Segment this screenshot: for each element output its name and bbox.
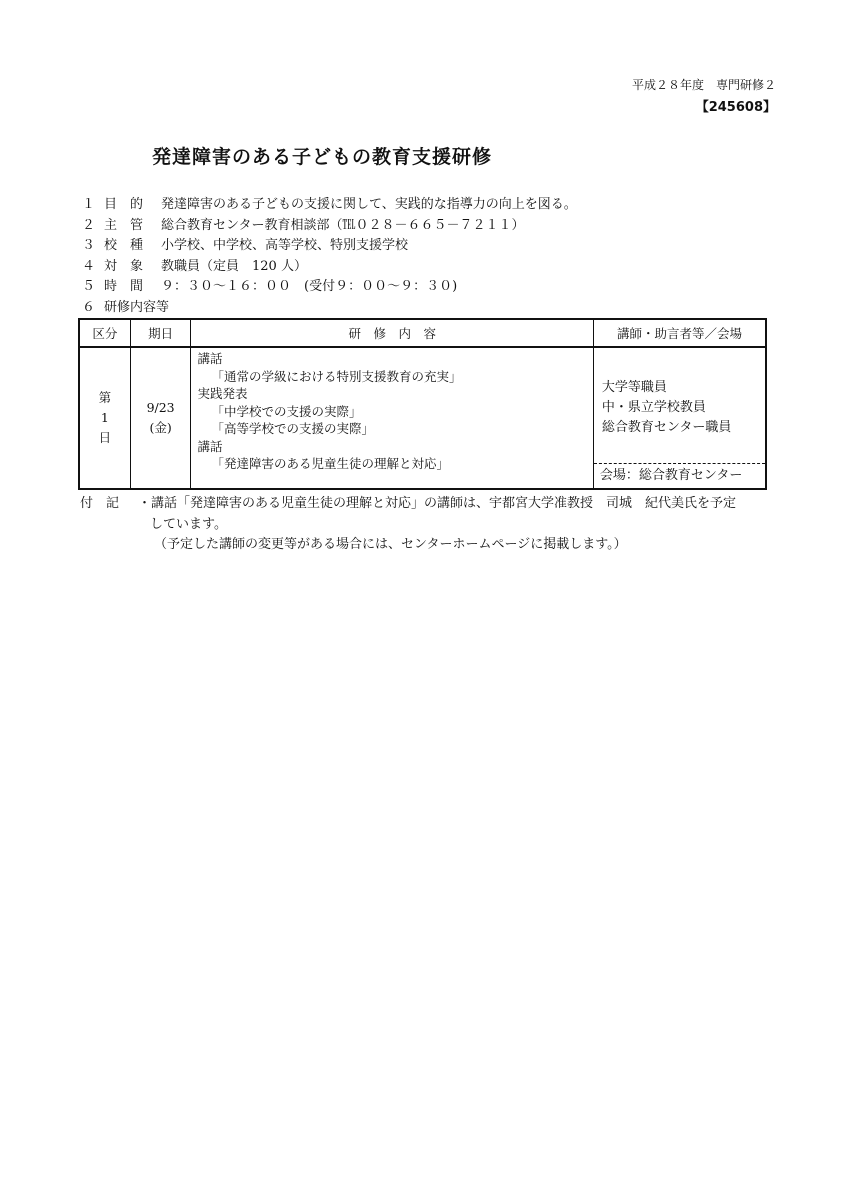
info-label: 目 的: [104, 197, 144, 212]
header-content: 研 修 内 容: [191, 319, 593, 347]
info-text: 発達障害のある子どもの支援に関して、実践的な指導力の向上を図る。: [161, 197, 577, 212]
table-row: [79, 347, 766, 489]
content-line: 「通常の学級における特別支援教育の充実」: [211, 368, 462, 384]
info-num: ５: [82, 279, 96, 294]
header-lecturer-venue: 講師・助言者等／会場: [593, 319, 766, 347]
info-item-content-heading: [82, 298, 577, 319]
info-text: 研修内容等: [104, 299, 170, 315]
header-year-course: 平成２８年度 専門研修２: [631, 78, 776, 92]
content-line: 実践発表: [197, 386, 248, 401]
header-division: 区分: [79, 319, 130, 347]
lecturer-item: 総合教育センター職員: [601, 420, 732, 435]
date-weekday: (金): [149, 420, 172, 435]
info-text: 教職員（定員 120 人）: [161, 258, 307, 274]
note-line: ・講話「発達障害のある児童生徒の理解と対応」の講師は、宇都宮大学准教授 司城 紀代美氏を予定: [138, 496, 737, 511]
date-cell: [130, 347, 191, 489]
venue-label: 会場：総合教育センター: [594, 463, 765, 488]
info-item-purpose: [82, 195, 577, 216]
header-date: 期日: [130, 319, 191, 347]
division-cell: [79, 347, 130, 489]
info-item-school-type: [82, 236, 577, 257]
note-line: しています。: [150, 516, 227, 532]
lecturer-item: 中・県立学校教員: [601, 400, 706, 415]
info-item-target: [82, 257, 577, 278]
lecturer-venue-cell: [593, 347, 766, 489]
division-line: 1: [100, 410, 109, 425]
info-label: 時 間: [104, 279, 144, 294]
info-label: 校 種: [104, 238, 144, 253]
info-list: [82, 195, 577, 318]
table-header-row: [79, 319, 766, 347]
info-item-time: [82, 277, 577, 298]
lecturer-list: [594, 348, 765, 463]
info-num: ３: [82, 238, 96, 253]
schedule-table: [78, 318, 767, 490]
info-text: 小学校、中学校、高等学校、特別支援学校: [161, 238, 409, 253]
info-item-organizer: [82, 216, 577, 237]
note-label: 付 記: [80, 496, 120, 511]
info-label: 対 象: [104, 258, 144, 274]
content-line: 「発達障害のある児童生徒の理解と対応」: [211, 456, 449, 471]
info-num: ２: [82, 217, 96, 233]
page-title: 発達障害のある子どもの教育支援研修: [152, 146, 493, 168]
header-course-code: 【245608】: [695, 100, 776, 115]
info-text: 総合教育センター教育相談部（℡０２８－６６５－７２１１）: [161, 217, 525, 233]
content-cell: [191, 347, 593, 489]
info-label: 主 管: [104, 217, 144, 233]
lecturer-item: 大学等職員: [601, 380, 667, 395]
date-value: 9/23: [146, 400, 175, 415]
info-text: ９：３０～１６：００ (受付９：００～９：３０): [161, 279, 458, 294]
content-line: 「中学校での支援の実際」: [211, 403, 362, 419]
division-line: 第: [98, 390, 112, 405]
division-line: 日: [98, 430, 112, 445]
info-num: ４: [82, 258, 96, 274]
info-num: ６: [82, 299, 96, 315]
content-line: 講話: [197, 438, 223, 454]
note-section: [80, 494, 770, 556]
content-line: 「高等学校での支援の実際」: [211, 421, 374, 436]
note-line: （予定した講師の変更等がある場合には、センターホームページに掲載します。）: [154, 537, 627, 552]
info-num: １: [82, 197, 96, 212]
content-line: 講話: [197, 351, 223, 366]
